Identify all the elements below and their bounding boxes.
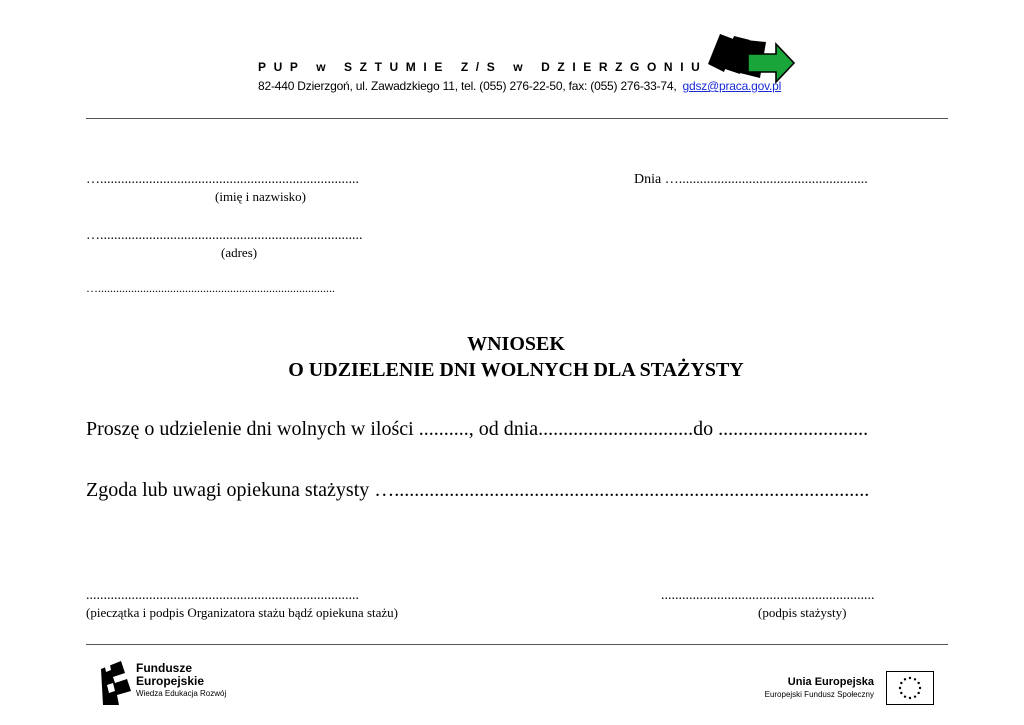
organizer-signature-line[interactable]: .............................................................................. bbox=[86, 588, 359, 603]
eu-star-icon bbox=[909, 677, 911, 679]
eu-star-icon bbox=[917, 682, 919, 684]
fundusze-europejskie-text bbox=[136, 662, 226, 700]
eu-star-icon bbox=[909, 697, 911, 699]
consent-line[interactable]: Zgoda lub uwagi opiekuna stażysty …............................................................................................... bbox=[86, 479, 870, 501]
fe-line1: Fundusze bbox=[136, 661, 192, 675]
pup-logo-icon bbox=[706, 30, 798, 84]
eu-star-icon bbox=[914, 695, 916, 697]
ue-line1: Unia Europejska bbox=[787, 676, 874, 688]
office-address bbox=[258, 79, 781, 93]
eu-flag-icon bbox=[886, 671, 934, 705]
extra-field-line[interactable]: …............................................................................... bbox=[86, 281, 335, 295]
eu-star-icon bbox=[899, 687, 901, 689]
header-rule bbox=[86, 118, 948, 119]
fe-line2: Europejskie bbox=[136, 674, 205, 688]
address-field-line[interactable]: …........................................................................... bbox=[86, 228, 363, 243]
email-link[interactable]: gdsz@praca.gov.pl bbox=[682, 79, 782, 93]
eu-star-icon bbox=[919, 687, 921, 689]
fe-line3: Wiedza Edukacja Rozwój bbox=[136, 689, 227, 698]
ue-line2: Europejski Fundusz Społeczny bbox=[764, 690, 874, 699]
address-caption: (adres) bbox=[221, 245, 258, 260]
eu-star-icon bbox=[914, 678, 916, 680]
form-title: WNIOSEK bbox=[467, 333, 565, 355]
unia-europejska-text bbox=[765, 675, 874, 701]
footer-rule bbox=[86, 644, 948, 645]
organizer-signature-caption: (pieczątka i podpis Organizatora stażu bądź opiekuna stażu) bbox=[86, 605, 398, 620]
name-caption: (imię i nazwisko) bbox=[215, 189, 306, 204]
intern-signature-caption: (podpis stażysty) bbox=[758, 605, 847, 620]
fundusze-europejskie-logo-icon bbox=[101, 661, 131, 705]
office-title: PUP w SZTUMIE Z/S w DZIERZGONIU bbox=[258, 60, 708, 74]
eu-star-icon bbox=[917, 692, 919, 694]
date-field-line[interactable]: Dnia …...................................................... bbox=[634, 172, 868, 187]
name-field-line[interactable]: ….......................................................................... bbox=[86, 172, 359, 187]
eu-star-icon bbox=[900, 692, 902, 694]
intern-signature-line[interactable]: ............................................................. bbox=[661, 588, 875, 603]
eu-star-icon bbox=[904, 695, 906, 697]
eu-star-icon bbox=[904, 678, 906, 680]
form-subtitle: O UDZIELENIE DNI WOLNYCH DLA STAŻYSTY bbox=[288, 359, 744, 381]
eu-star-icon bbox=[900, 682, 902, 684]
request-line[interactable]: Proszę o udzielenie dni wolnych w ilości .........., od dnia...............................do .............................. bbox=[86, 418, 869, 440]
address-text: 82-440 Dzierzgoń, ul. Zawadzkiego 11, tel. (055) 276-22-50, fax: (055) 276-33-74, bbox=[258, 79, 677, 93]
